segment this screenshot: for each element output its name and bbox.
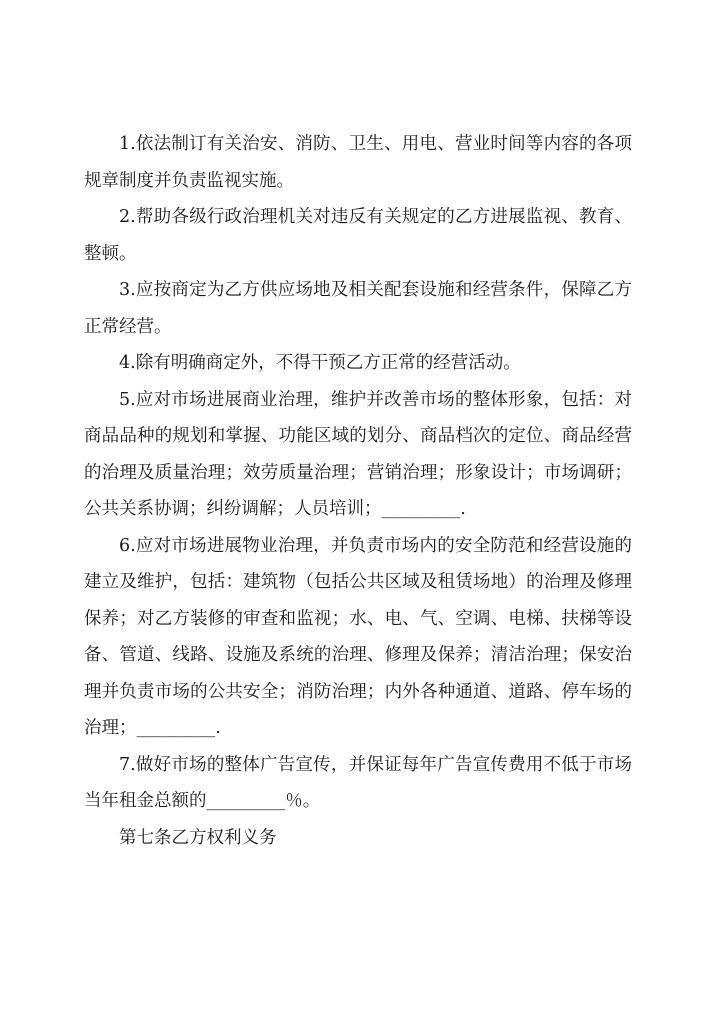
paragraph-1: 1.依法制订有关治安、消防、卫生、用电、营业时间等内容的各项规章制度并负责监视实施。 [84, 134, 632, 191]
paragraph-3: 3.应按商定为乙方供应场地及相关配套设施和经营条件，保障乙方正常经营。 [84, 280, 632, 337]
paragraph-6: 6.应对市场进展物业治理，并负责市场内的安全防范和经营设施的建立及维护，包括：建筑物（包括公共区域及租赁场地）的治理及修理保养；对乙方装修的审查和监视；水、电、气、空调、电梯、扶梯等设备、管道、线路、设施及系统的治理、修理及保养；清洁治理；保安治理并负责市场的公共安全；消防治理；内外各种通道、道路、停车场的治理；_________. [84, 535, 632, 738]
paragraph-5: 5.应对市场进展商业治理，维护并改善市场的整体形象，包括：对商品品种的规划和掌握、功能区域的划分、商品档次的定位、商品经营的治理及质量治理；效劳质量治理；营销治理；形象设计；市场调研；公共关系协调；纠纷调解；人员培训；_________. [84, 389, 632, 519]
paragraph-4: 4.除有明确商定外，不得干预乙方正常的经营活动。 [119, 353, 521, 373]
section-heading: 第七条乙方权利义务 [119, 827, 277, 848]
paragraph-7: 7.做好市场的整体广告宣传，并保证每年广告宣传费用不低于市场当年租金总额的_________％。 [84, 754, 632, 811]
document-body [84, 126, 632, 856]
paragraph-2: 2.帮助各级行政治理机关对违反有关规定的乙方进展监视、教育、整顿。 [84, 207, 632, 264]
